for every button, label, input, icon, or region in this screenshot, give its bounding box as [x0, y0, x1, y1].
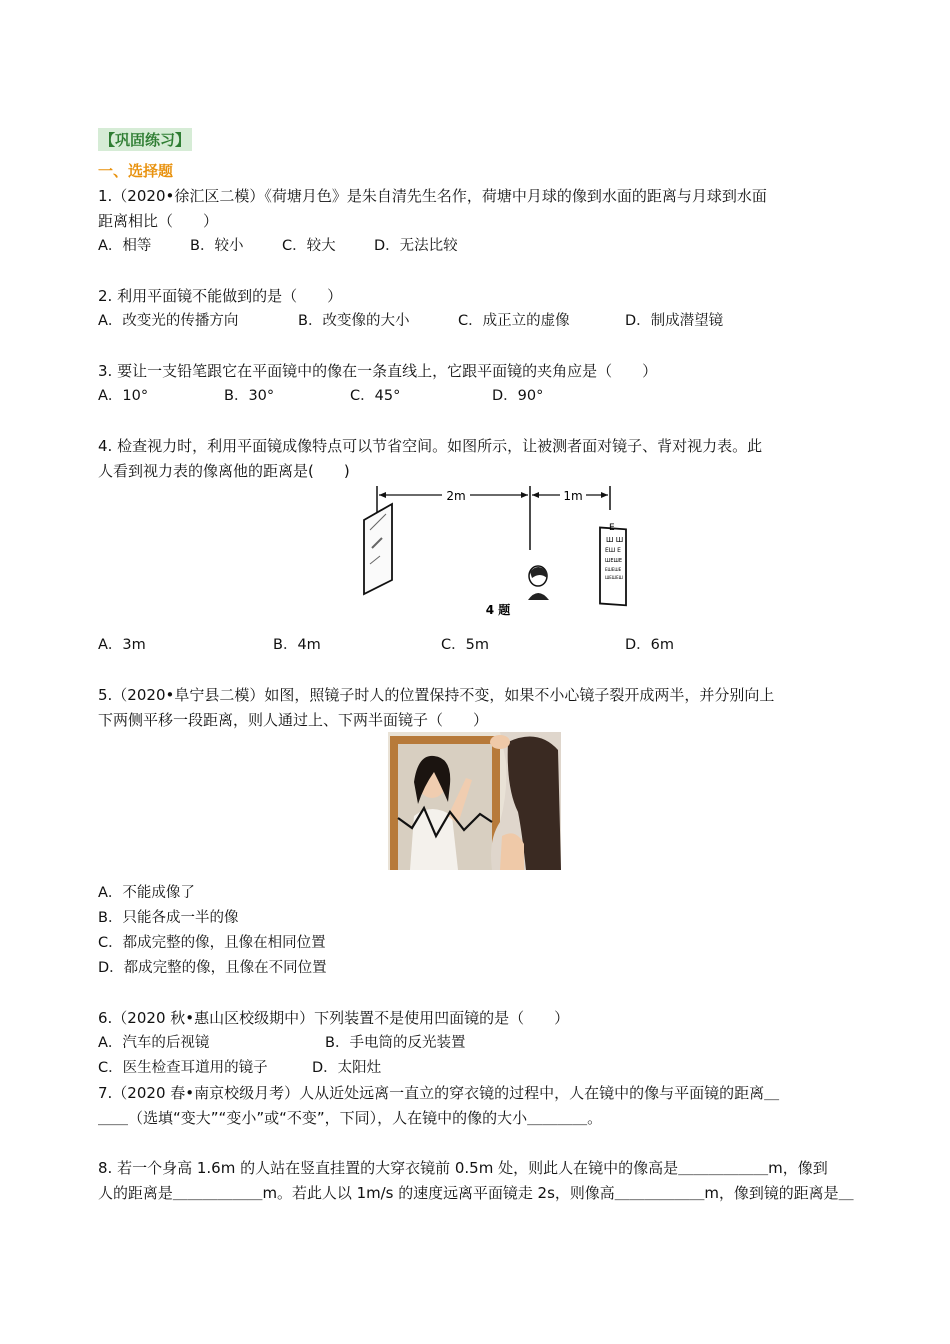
q1-option-a: A．相等: [98, 238, 152, 254]
question-8-text-cont: 人的距离是＿＿＿＿＿＿m。若此人以 1m/s 的速度远离平面镜走 2s，则像高＿＿＿＿＿＿m，像到镜的距离是＿: [98, 1184, 854, 1202]
q1-option-c: C．较大: [282, 238, 336, 254]
question-5-text-cont: 下两侧平移一段距离，则人通过上、下两半面镜子（ ）: [98, 711, 489, 729]
question-8-text: 8. 若一个身高 1.6m 的人站在竖直挂置的大穿衣镜前 0.5m 处，则此人在镜中的像高是＿＿＿＿＿＿m，像到: [98, 1159, 828, 1177]
question-7-text-cont: ＿＿（选填“变大”“变小”或“不变”，下同），人在镜中的像的大小＿＿＿＿。: [98, 1109, 603, 1127]
question-7-text: 7.（2020 春•南京校级月考）人从近处远离一直立的穿衣镜的过程中，人在镜中的像与平面镜的距离＿: [98, 1084, 780, 1102]
q2-option-a: A．改变光的传播方向: [98, 313, 239, 329]
question-5-text: 5.（2020•阜宁县二模）如图，照镜子时人的位置保持不变，如果不小心镜子裂开成两半，并分别向上: [98, 686, 775, 704]
question-4-text-cont: 人看到视力表的像离他的距离是( ): [98, 462, 350, 480]
q4-option-a: A．3m: [98, 637, 146, 653]
q6-option-d: D．太阳灶: [312, 1060, 382, 1076]
q4-option-b: B．4m: [273, 637, 321, 653]
question-4-text: 4. 检查视力时，利用平面镜成像特点可以节省空间。如图所示，让被测者面对镜子、背对视力表。此: [98, 437, 763, 455]
cracked-mirror-photo: [388, 732, 561, 870]
svg-text:EШ E: EШ E: [605, 547, 621, 554]
q2-option-c: C．成正立的虚像: [458, 313, 570, 329]
q3-option-d: D．90°: [492, 388, 544, 404]
person-icon: [528, 566, 549, 600]
distance-label-1m: 1m: [563, 489, 583, 503]
mirror-icon: [364, 504, 392, 594]
svg-text:Ш Ш: Ш Ш: [606, 536, 624, 544]
svg-text:EШEШE: EШEШE: [605, 567, 622, 572]
q3-option-a: A．10°: [98, 388, 149, 404]
question-6-text: 6.（2020 秋•惠山区校级期中）下列装置不是使用凹面镜的是（ ）: [98, 1009, 570, 1027]
q3-option-b: B．30°: [224, 388, 275, 404]
question-1-text: 1.（2020•徐汇区二模）《荷塘月色》是朱自清先生名作，荷塘中月球的像到水面的距离与月球到水面: [98, 187, 767, 205]
q6-option-c: C．医生检查耳道用的镜子: [98, 1060, 268, 1076]
svg-text:ШEШEШ: ШEШEШ: [605, 575, 623, 580]
section-heading: 一、选择题: [98, 162, 174, 180]
q6-option-b: B．手电筒的反光装置: [325, 1035, 466, 1051]
distance-label-2m: 2m: [446, 489, 466, 503]
q4-option-c: C．5m: [441, 637, 489, 653]
q5-option-b: B．只能各成一半的像: [98, 910, 239, 926]
q6-option-a: A．汽车的后视镜: [98, 1035, 210, 1051]
q3-option-c: C．45°: [350, 388, 401, 404]
q2-option-d: D．制成潜望镜: [625, 313, 724, 329]
figure-caption: 4 题: [485, 603, 511, 617]
svg-text:E: E: [609, 523, 615, 533]
q1-option-b: B．较小: [190, 238, 244, 254]
eye-test-figure: [350, 482, 640, 620]
section-tag: 【巩固练习】: [98, 128, 192, 151]
question-3-text: 3. 要让一支铅笔跟它在平面镜中的像在一条直线上，它跟平面镜的夹角应是（ ）: [98, 362, 658, 380]
q2-option-b: B．改变像的大小: [298, 313, 410, 329]
q5-option-d: D．都成完整的像，且像在不同位置: [98, 960, 327, 976]
q5-option-c: C．都成完整的像，且像在相同位置: [98, 935, 326, 951]
svg-text:ШEШE: ШEШE: [605, 558, 623, 564]
q5-option-a: A．不能成像了: [98, 885, 195, 901]
eye-chart-icon: [600, 523, 626, 605]
question-1-text-cont: 距离相比（ ）: [98, 212, 219, 230]
q1-option-d: D．无法比较: [374, 238, 458, 254]
q4-option-d: D．6m: [625, 637, 675, 653]
question-2-text: 2. 利用平面镜不能做到的是（ ）: [98, 287, 343, 305]
